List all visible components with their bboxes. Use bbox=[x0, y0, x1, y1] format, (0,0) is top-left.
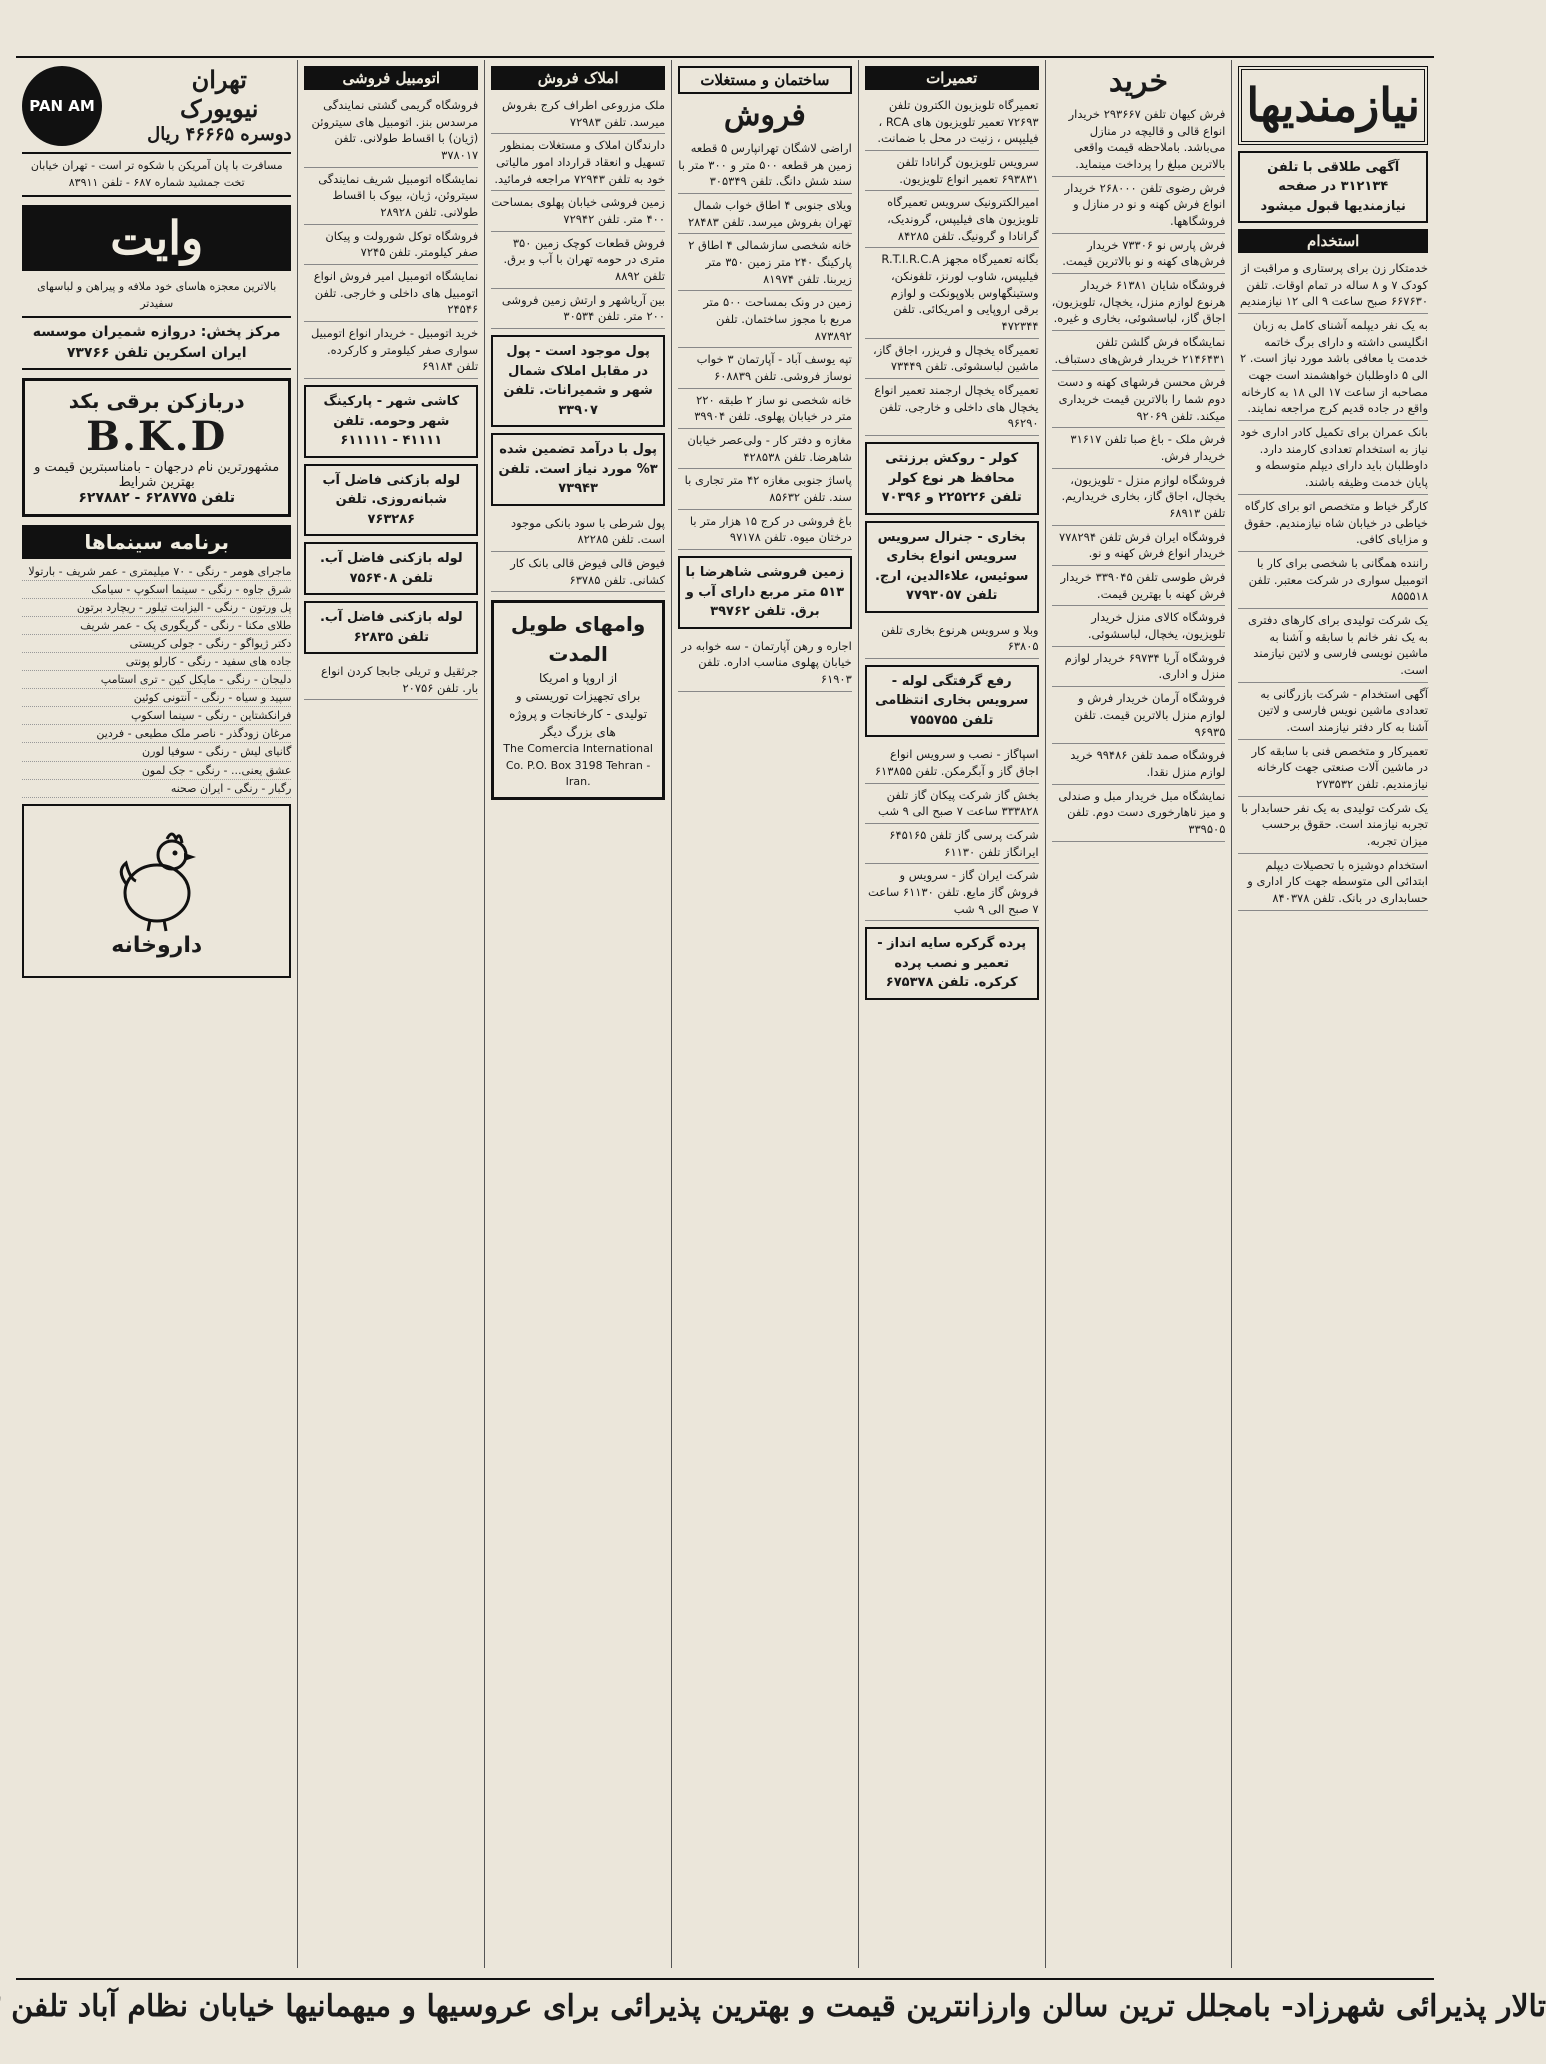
detergent-logo: وایت bbox=[22, 205, 291, 271]
ad-item: نمایشگاه اتومبیل شریف نمایندگی سیتروئن، ژیان، بیوک با اقساط طولانی. تلفن ۲۸۹۲۸ bbox=[304, 168, 478, 225]
cinema-item: پل ورتون - رنگی - الیزابت تیلور - ریچارد برتون bbox=[22, 599, 291, 617]
airline-cities bbox=[147, 66, 291, 145]
ad-item: فرش رضوی تلفن ۲۶۸۰۰۰ خریدار انواع فرش کهنه و نو در منازل و فروشگاهها. bbox=[1052, 177, 1226, 234]
ad-item: زمین فروشی خیابان پهلوی بمساحت ۴۰۰ متر. تلفن ۷۲۹۴۲ bbox=[491, 191, 665, 231]
ad-item: به یک نفر دیپلمه آشنای کامل به زبان انگلیسی داشته و دارای برگ خاتمه خدمت یا معافی باشد مورد نیاز است. ۲ الی ۵ داوطلبان خواهشمند است جهت مصاحبه از ساعت ۱۷ الی ۱۸ به کارخانه واقع در جاده قدیم کرج مراجعه نمایند. bbox=[1238, 314, 1428, 421]
ad-cooler-box: کولر - روکش برزنتی محافظ هر نوع کولر تلفن ۲۲۵۲۲۶ و ۷۰۳۹۶ bbox=[865, 442, 1039, 515]
notice-box: آگهی طلاقی با تلفن ۳۱۲۱۳۴ در صفحه نیازمندیها قبول میشود bbox=[1238, 151, 1428, 224]
airline-info: مسافرت با پان آمریکن با شکوه تر است - تهران خیابان تخت جمشید شماره ۶۸۷ - تلفن ۸۳۹۱۱ bbox=[22, 154, 291, 197]
ad-item: بگانه تعمیرگاه مجهز R.T.I.R.C.A فیلیپس، شاوب لورنز، تلفونکن، وستینگهاوس بلاوپونکت و لوازم برقی اروپایی و امریکائی. تلفن ۴۷۲۳۴۴ bbox=[865, 248, 1039, 338]
ad-item: ملک مزروعی اطراف کرج بفروش میرسد. تلفن ۷۲۹۸۳ bbox=[491, 94, 665, 134]
ad-item: اسپاگاز - نصب و سرویس انواع اجاق گاز و آبگرمکن. تلفن ۶۱۳۸۵۵ bbox=[865, 743, 1039, 783]
ad-item: زمین در ونک بمساحت ۵۰۰ متر مربع با مجوز ساختمان. تلفن ۸۷۳۸۹۲ bbox=[678, 291, 852, 348]
ad-item: فروشگاه آریا ۶۹۷۳۴ خریدار لوازم منزل و اداری. bbox=[1052, 647, 1226, 687]
ad-drain-box: لوله بازکنی فاضل آب. تلفن ۶۲۸۳۵ bbox=[304, 601, 478, 654]
category-title-sell: فروش bbox=[723, 98, 806, 133]
cinema-item: عشق یعنی... - رنگی - جک لمون bbox=[22, 762, 291, 780]
ad-item: نمایشگاه فرش گلشن تلفن ۲۱۴۶۴۳۱ خریدار فرش‌های دستباف. bbox=[1052, 331, 1226, 371]
cinema-item: شرق جاوه - رنگی - سینما اسکوپ - سیامک bbox=[22, 581, 291, 599]
section-repairs-title: تعمیرات bbox=[865, 66, 1039, 90]
cinema-item: دلیجان - رنگی - مایکل کین - تری استامپ bbox=[22, 671, 291, 689]
ad-item: فروشگاه توکل شورولت و پیکان صفر کیلومتر. تلفن ۷۲۴۵ bbox=[304, 225, 478, 265]
door-opener-title: دربازکن برقی بکد bbox=[68, 389, 245, 413]
ad-item: یک شرکت تولیدی به یک نفر حسابدار با تجربه نیازمند است. حقوق برحسب میزان تجربه. bbox=[1238, 797, 1428, 854]
loan-company: The Comercia International Co. P.O. Box 3198 Tehran - Iran. bbox=[503, 742, 653, 789]
ad-item: شرکت پرسی گاز تلفن ۶۴۵۱۶۵ ایرانگاز تلفن ۶۱۱۳۰ bbox=[865, 824, 1039, 864]
ad-money-box: پول موجود است - پول در مقابل املاک شمال شهر و شمیرانات. تلفن ۳۳۹۰۷ bbox=[491, 335, 665, 427]
airline-city-origin: تهران bbox=[191, 65, 247, 95]
ad-item: بین آریاشهر و ارتش زمین فروشی ۲۰۰ متر. تلفن ۳۰۵۳۴ bbox=[491, 289, 665, 329]
ad-drain-box: لوله بازکنی فاضل آب شبانه‌روزی. تلفن ۷۶۳۲۸۶ bbox=[304, 464, 478, 537]
door-opener-desc: مشهورترین نام درجهان - بامناسبترین قیمت و بهترین شرایط bbox=[34, 460, 280, 490]
cinema-item: دکتر ژیواگو - رنگی - جولی کریستی bbox=[22, 635, 291, 653]
ad-item: بانک عمران برای تکمیل کادر اداری خود نیاز به استخدام تعدادی کارمند دارد. داوطلبان باید دارای دیپلم متوسطه و پایان خدمت وظیفه باشند. bbox=[1238, 421, 1428, 495]
column-selling bbox=[671, 60, 858, 1968]
top-rule bbox=[16, 16, 1434, 58]
ad-item: خرید اتومبیل - خریدار انواع اتومبیل سواری صفر کیلومتر و کارکرده. تلفن ۶۹۱۸۴ bbox=[304, 322, 478, 379]
ad-item: بخش گاز شرکت پیکان گاز تلفن ۳۳۳۸۲۸ ساعت ۷ صبح الی ۹ شب bbox=[865, 784, 1039, 824]
ad-item: مغازه و دفتر کار - ولی‌عصر خیابان شاهرضا. تلفن ۴۲۸۵۳۸ bbox=[678, 429, 852, 469]
ad-item: یک شرکت تولیدی برای کارهای دفتری به یک نفر خانم با سابقه و آشنا به ماشین نویسی فارسی و لاتین نیازمند است. bbox=[1238, 609, 1428, 683]
ad-item: نمایشگاه اتومبیل امیر فروش انواع اتومبیل های داخلی و خارجی. تلفن ۲۴۵۴۶ bbox=[304, 265, 478, 322]
ad-item: فروشگاه گریمی گشتی نمایندگی مرسدس بنز. اتومبیل های سیتروئن (ژیان) با اقساط طولانی. تلفن ۳۷۸۰۱۷ bbox=[304, 94, 478, 168]
hen-illustration-icon bbox=[112, 823, 202, 933]
cinema-item: ماجرای هومر - رنگی - ۷۰ میلیمتری - عمر شریف - بارتولا bbox=[22, 563, 291, 581]
column-classifieds-hiring bbox=[1231, 60, 1434, 1968]
pharmacy-ad bbox=[22, 804, 291, 978]
ad-item: فرش پارس نو ۷۳۳۰۶ خریدار فرش‌های کهنه و نو بالاترین قیمت. bbox=[1052, 234, 1226, 274]
cinema-item: مرغان زودگذر - ناصر ملک مطیعی - فردین bbox=[22, 725, 291, 743]
classifieds-header bbox=[1238, 66, 1428, 145]
section-property-title: املاک فروش bbox=[491, 66, 665, 90]
ad-item: وبلا و سرویس هرنوع بخاری تلفن ۶۳۸۰۵ bbox=[865, 619, 1039, 659]
ad-item: باغ فروشی در کرج ۱۵ هزار متر با درختان میوه. تلفن ۹۷۱۷۸ bbox=[678, 510, 852, 550]
airline-ad bbox=[22, 60, 291, 154]
ad-item: نمایشگاه مبل خریدار مبل و صندلی و میز ناهارخوری دست دوم. تلفن ۳۳۹۵۰۵ bbox=[1052, 785, 1226, 842]
ad-item: پاساژ جنوبی مغازه ۴۲ متر تجاری با سند. تلفن ۸۵۶۳۲ bbox=[678, 469, 852, 509]
cinema-item: گانیای لیش - رنگی - سوفیا لورن bbox=[22, 743, 291, 761]
cinema-item: جاده های سفید - رنگی - کارلو پونتی bbox=[22, 653, 291, 671]
ad-item: فروشگاه کالای منزل خریدار تلویزیون، یخچال، لباسشوئی. bbox=[1052, 606, 1226, 646]
cinema-list bbox=[22, 559, 291, 798]
ad-item: فرش کیهان تلفن ۲۹۳۶۶۷ خریدار انواع قالی و قالیچه در منازل می‌باشد. باملاحظه قیمت واقعی بالاترین مبلغ را پرداخت مینماید. bbox=[1052, 103, 1226, 177]
ad-item: آگهی استخدام - شرکت بازرگانی به تعدادی ماشین نویس فارسی و لاتین آشنا به کار دفتر نیازمند است. bbox=[1238, 683, 1428, 740]
ad-item: امیرالکترونیک سرویس تعمیرگاه تلویزیون های فیلیپس، گروندیک، گرانادا و گرونیگ. تلفن ۸۴۲۸۵ bbox=[865, 191, 1039, 248]
column-repairs bbox=[858, 60, 1045, 1968]
ad-item: تعمیرگاه یخچال ارجمند تعمیر انواع یخچال های داخلی و خارجی. تلفن ۹۶۲۹۰ bbox=[865, 379, 1039, 436]
door-opener-phone: تلفن ۶۲۸۷۷۵ - ۶۲۷۸۸۲ bbox=[78, 490, 236, 506]
door-opener-ad bbox=[22, 378, 291, 517]
column-buying bbox=[1045, 60, 1232, 1968]
door-opener-brand: B.K.D bbox=[86, 413, 228, 460]
ad-item: تعمیرگاه یخچال و فریزر، اجاق گاز، ماشین لباسشوئی. تلفن ۷۳۴۴۹ bbox=[865, 339, 1039, 379]
loan-subtitle: از اروپا و امریکا bbox=[538, 671, 618, 686]
ad-item: دارندگان املاک و مستغلات بمنظور تسهیل و انعقاد قرارداد امور مالیاتی خود به تلفن ۷۲۹۴۳ مراجعه فرمائید. bbox=[491, 134, 665, 191]
ad-item: خانه شخصی سازشمالی ۴ اطاق ۲ پارکینگ ۲۴۰ متر زمین ۳۵۰ متر زیربنا. تلفن ۸۱۹۷۴ bbox=[678, 234, 852, 291]
cinema-item: رگبار - رنگی - ایران صحنه bbox=[22, 780, 291, 798]
ad-item: فرش محسن فرشهای کهنه و دست دوم شما را بالاترین قیمت خریداری میکند. تلفن ۹۲۰۶۹ bbox=[1052, 371, 1226, 428]
ad-item: فروشگاه لوازم منزل - تلویزیون، یخچال، اجاق گاز، بخاری خریداریم. تلفن ۶۸۹۱۳ bbox=[1052, 469, 1226, 526]
newspaper-page bbox=[11, 16, 1546, 2032]
ad-item: فیوض قالی فیوض قالی بانک کار کشانی. تلفن ۶۳۷۸۵ bbox=[491, 552, 665, 592]
detergent-contact: مرکز پخش: دروازه شمیران موسسه ایران اسکرین تلفن ۷۳۷۶۶ bbox=[22, 318, 291, 370]
ad-item: جرثقیل و تریلی جابجا کردن انواع بار. تلفن ۲۰۷۵۶ bbox=[304, 660, 478, 700]
ad-money-box: پول با درآمد تضمین شده ۳% مورد نیاز است. تلفن ۷۳۹۴۳ bbox=[491, 433, 665, 506]
airline-logo: PAN AM bbox=[22, 66, 102, 146]
ad-item: فرش طوسی تلفن ۳۳۹۰۴۵ خریدار فرش کهنه با بهترین قیمت. bbox=[1052, 566, 1226, 606]
ad-item: خدمتکار زن برای پرستاری و مراقبت از کودک ۷ و ۸ ساله در تمام اوقات. تلفن ۶۶۷۶۳۰ صبح ساعت ۹ الی ۱۲ نیازمندیم bbox=[1238, 257, 1428, 314]
footer-banner: تالار پذیرائی شهرزاد- بامجلل ترین سالن وارزانترین قیمت و بهترین پذیرائی برای عروسیها و میهمانیها خیابان نظام آباد تلفن bbox=[16, 1978, 1434, 2032]
ad-item: کارگر خیاط و متخصص اتو برای کارگاه خیاطی در خیابان شاه نیازمندیم. حقوق و مزایای کافی. bbox=[1238, 495, 1428, 552]
ad-item: ویلای جنوبی ۴ اطاق خواب شمال تهران بفروش میرسد. تلفن ۲۸۴۸۳ bbox=[678, 194, 852, 234]
ad-item: فرش ملک - باغ صبا تلفن ۳۱۶۱۷ خریدار فرش. bbox=[1052, 428, 1226, 468]
ad-drain-box: لوله بازکنی فاضل آب. تلفن ۷۵۶۴۰۸ bbox=[304, 542, 478, 595]
ad-item: اراضی لاشگان تهرانپارس ۵ قطعه زمین هر قطعه ۵۰۰ متر و ۳۰۰ متر با سند شش دانگ. تلفن ۳۰۵۳۴۹ bbox=[678, 137, 852, 194]
ad-blinds-box: پرده گرکره سایه انداز - تعمیر و نصب پرده کرکره. تلفن ۶۷۵۳۷۸ bbox=[865, 927, 1039, 1000]
column-cars bbox=[297, 60, 484, 1968]
ad-item: استخدام دوشیزه با تحصیلات دیپلم ابتدائی الی متوسطه جهت کار اداری و حسابداری در بانک. تلفن ۸۴۰۳۷۸ bbox=[1238, 854, 1428, 911]
ad-item: تعمیرگاه تلویزیون الکترون تلفن ۷۲۶۹۳ تعمیر تلویزیون های RCA ، فیلیپس ، زنیت در محل با ضمانت. bbox=[865, 94, 1039, 151]
page-title: نیازمندیها bbox=[1246, 78, 1420, 132]
columns bbox=[16, 60, 1434, 1968]
column-property-money bbox=[484, 60, 671, 1968]
loan-title: وامهای طویل المدت bbox=[510, 612, 646, 667]
ad-heater-box: بخاری - جنرال سرویس سرویس انواع بخاری سوئیس، علاءالدین، ارج. تلفن ۷۷۹۳۰۵۷ bbox=[865, 521, 1039, 613]
airline-fare: دوسره ۴۶۶۶۵ ریال bbox=[147, 124, 292, 145]
ad-item: اجاره و رهن آپارتمان - سه خوابه در خیابان پهلوی مناسب اداره. تلفن ۶۱۹۰۳ bbox=[678, 635, 852, 692]
section-hiring-title: استخدام bbox=[1238, 229, 1428, 253]
pharmacy-label: داروخانه bbox=[111, 933, 203, 959]
ad-item: فروشگاه ایران فرش تلفن ۷۷۸۲۹۴ خریدار انواع فرش کهنه و نو. bbox=[1052, 526, 1226, 566]
loan-ad bbox=[491, 600, 665, 800]
cinema-program-title: برنامه سینماها bbox=[22, 525, 291, 559]
cinema-item: طلای مکنا - رنگی - گریگوری پک - عمر شریف bbox=[22, 617, 291, 635]
ad-item: راننده همگانی با شخصی برای کار با اتومبیل سواری در شرکت معتبر. تلفن ۸۵۵۵۱۸ bbox=[1238, 552, 1428, 609]
cinema-item: فرانکشتاین - رنگی - سینما اسکوپ bbox=[22, 707, 291, 725]
ad-item: سرویس تلویزیون گرانادا تلفن ۶۹۳۸۳۱ تعمیر انواع تلویزیون. bbox=[865, 151, 1039, 191]
ad-item: شرکت ایران گاز - سرویس و فروش گاز مایع. تلفن ۶۱۱۳۰ ساعت ۷ صبح الی ۹ شب bbox=[865, 864, 1039, 921]
ad-item: پول شرطی با سود بانکی موجود است. تلفن ۸۲۲۸۵ bbox=[491, 512, 665, 552]
column-display-ads bbox=[16, 60, 297, 1968]
detergent-slogan: بالاترین معجزه هاسای خود ملافه و پیراهن و لباسهای سفیدتر bbox=[22, 275, 291, 318]
ad-land-box: زمین فروشی شاهرضا با ۵۱۳ متر مربع دارای آب و برق. تلفن ۳۹۷۶۲ bbox=[678, 556, 852, 629]
ad-item: فروشگاه آرمان خریدار فرش و لوازم منزل بالاترین قیمت. تلفن ۹۶۹۳۵ bbox=[1052, 687, 1226, 744]
airline-city-destination: نیویورک bbox=[180, 94, 259, 124]
ad-item: فروشگاه شایان ۶۱۳۸۱ خریدار هرنوع لوازم منزل، یخچال، تلویزیون، اجاق گاز، لباسشوئی، بخاری و غیره. bbox=[1052, 274, 1226, 331]
category-title-buy: خرید bbox=[1108, 64, 1169, 99]
ad-parking-box: کاشی شهر - پارکینگ شهر وحومه. تلفن ۴۱۱۱۱ - ۶۱۱۱۱۱ bbox=[304, 385, 478, 458]
ad-item: خانه شخصی نو ساز ۲ طبقه ۲۲۰ متر در خیابان پهلوی. تلفن ۳۹۹۰۴ bbox=[678, 389, 852, 429]
ad-item: تپه یوسف آباد - آپارتمان ۳ خواب نوساز فروشی. تلفن ۶۰۸۸۳۹ bbox=[678, 348, 852, 388]
section-building-title: ساختمان و مستغلات bbox=[678, 66, 852, 94]
ad-item: فروشگاه صمد تلفن ۹۹۴۸۶ خرید لوازم منزل نقدا. bbox=[1052, 744, 1226, 784]
loan-body: برای تجهیزات توریستی و تولیدی - کارخانجات و پروژه های بزرگ دیگر bbox=[509, 689, 648, 740]
section-cars-title: اتومبیل فروشی bbox=[304, 66, 478, 90]
ad-pipe-box: رفع گرفتگی لوله - سرویس بخاری انتظامی تلفن ۷۵۵۷۵۵ bbox=[865, 665, 1039, 738]
ad-item: فروش قطعات کوچک زمین ۳۵۰ متری در حومه تهران با آب و برق. تلفن ۸۸۹۲ bbox=[491, 232, 665, 289]
cinema-item: سپید و سیاه - رنگی - آنتونی کوئین bbox=[22, 689, 291, 707]
ad-item: تعمیرکار و متخصص فنی با سابقه کار در ماشین آلات صنعتی جهت کارخانه نیازمندیم. تلفن ۲۷۳۵۳۲ bbox=[1238, 740, 1428, 797]
